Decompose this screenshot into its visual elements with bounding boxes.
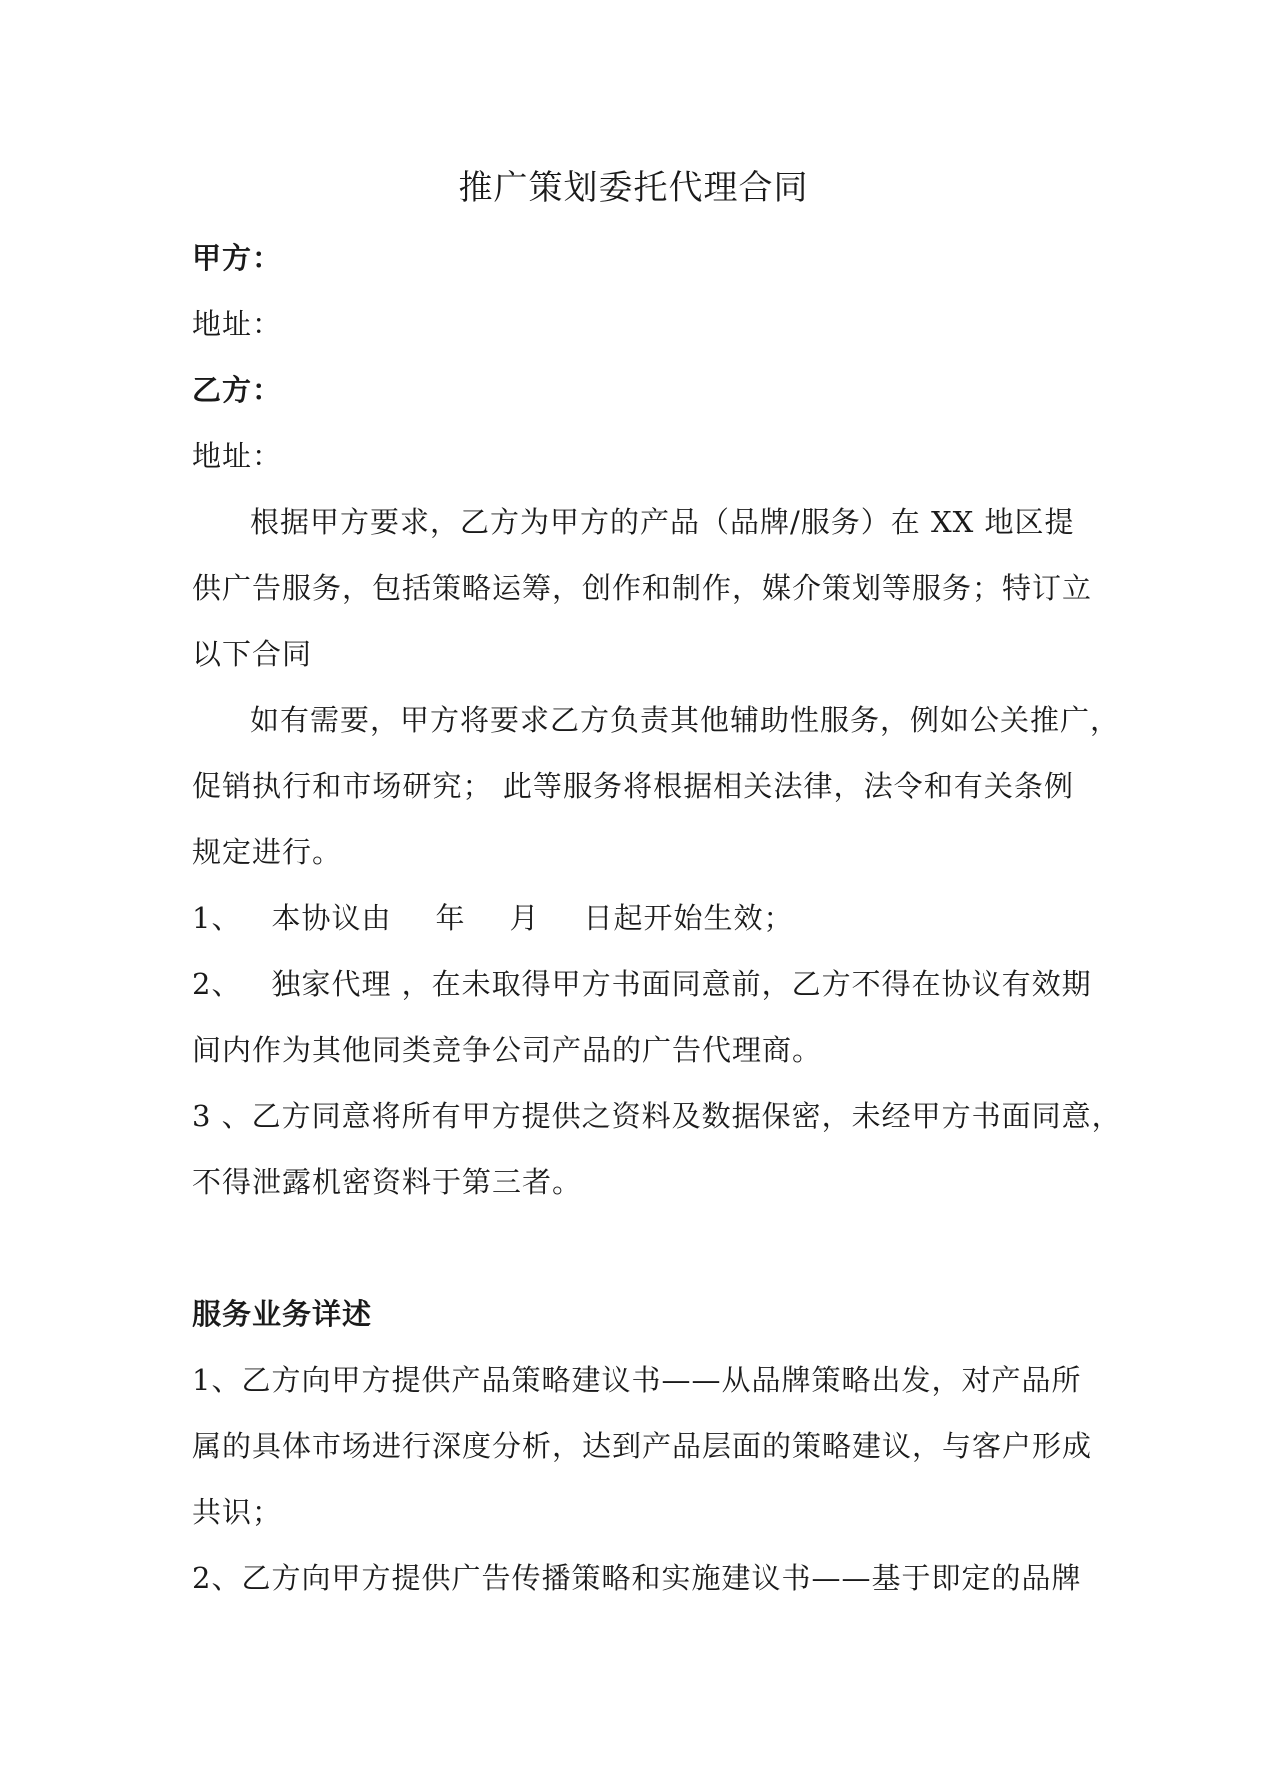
party-b-address-label: 地址： xyxy=(192,439,283,473)
service-1-line2: 属的具体市场进行深度分析，达到产品层面的策略建议，与客户形成 xyxy=(192,1429,1093,1463)
section-heading: 服务业务详述 xyxy=(192,1297,373,1331)
party-b-label: 乙方： xyxy=(192,373,283,407)
clause-2-text: 独家代理 ，在未取得甲方书面同意前，乙方不得在协议有效期 xyxy=(271,967,1092,1001)
clause-1-text-b: 日起开始生效； xyxy=(583,901,794,935)
clause-3-line1: 3 、乙方同意将所有甲方提供之资料及数据保密，未经甲方书面同意， xyxy=(192,1099,1122,1133)
party-a-label: 甲方： xyxy=(192,241,283,275)
clause-3-line2: 不得泄露机密资料于第三者。 xyxy=(192,1165,583,1199)
clause-1-number: 1、 xyxy=(192,901,242,935)
intro-para1-line2: 供广告服务，包括策略运筹，创作和制作，媒介策划等服务；特订立 xyxy=(192,571,1093,605)
intro-para1-line1: 根据甲方要求，乙方为甲方的产品（品牌/服务）在 XX 地区提 xyxy=(250,505,1075,539)
intro-para2-line1: 如有需要，甲方将要求乙方负责其他辅助性服务，例如公关推广， xyxy=(250,703,1121,737)
document-title: 推广策划委托代理合同 xyxy=(458,168,809,208)
clause-1-text-a: 本协议由 xyxy=(271,901,392,935)
clause-2-line2: 间内作为其他同类竞争公司产品的广告代理商。 xyxy=(192,1033,823,1067)
intro-para2-line3: 规定进行。 xyxy=(192,835,343,869)
clause-1 xyxy=(192,896,794,937)
intro-para1-line3: 以下合同 xyxy=(192,637,313,671)
clause-1-year: 年 xyxy=(435,901,466,935)
service-2-line1: 2、乙方向甲方提供广告传播策略和实施建议书——基于即定的品牌 xyxy=(192,1561,1082,1595)
clause-2-number: 2、 xyxy=(192,967,242,1001)
party-a-address-label: 地址： xyxy=(192,307,283,341)
clause-2-line1 xyxy=(192,962,1092,1003)
service-1-line3: 共识； xyxy=(192,1495,283,1529)
clause-1-month: 月 xyxy=(509,901,540,935)
intro-para2-line2: 促销执行和市场研究； 此等服务将根据相关法律，法令和有关条例 xyxy=(192,769,1074,803)
service-1-line1: 1、乙方向甲方提供产品策略建议书——从品牌策略出发，对产品所 xyxy=(192,1363,1082,1397)
